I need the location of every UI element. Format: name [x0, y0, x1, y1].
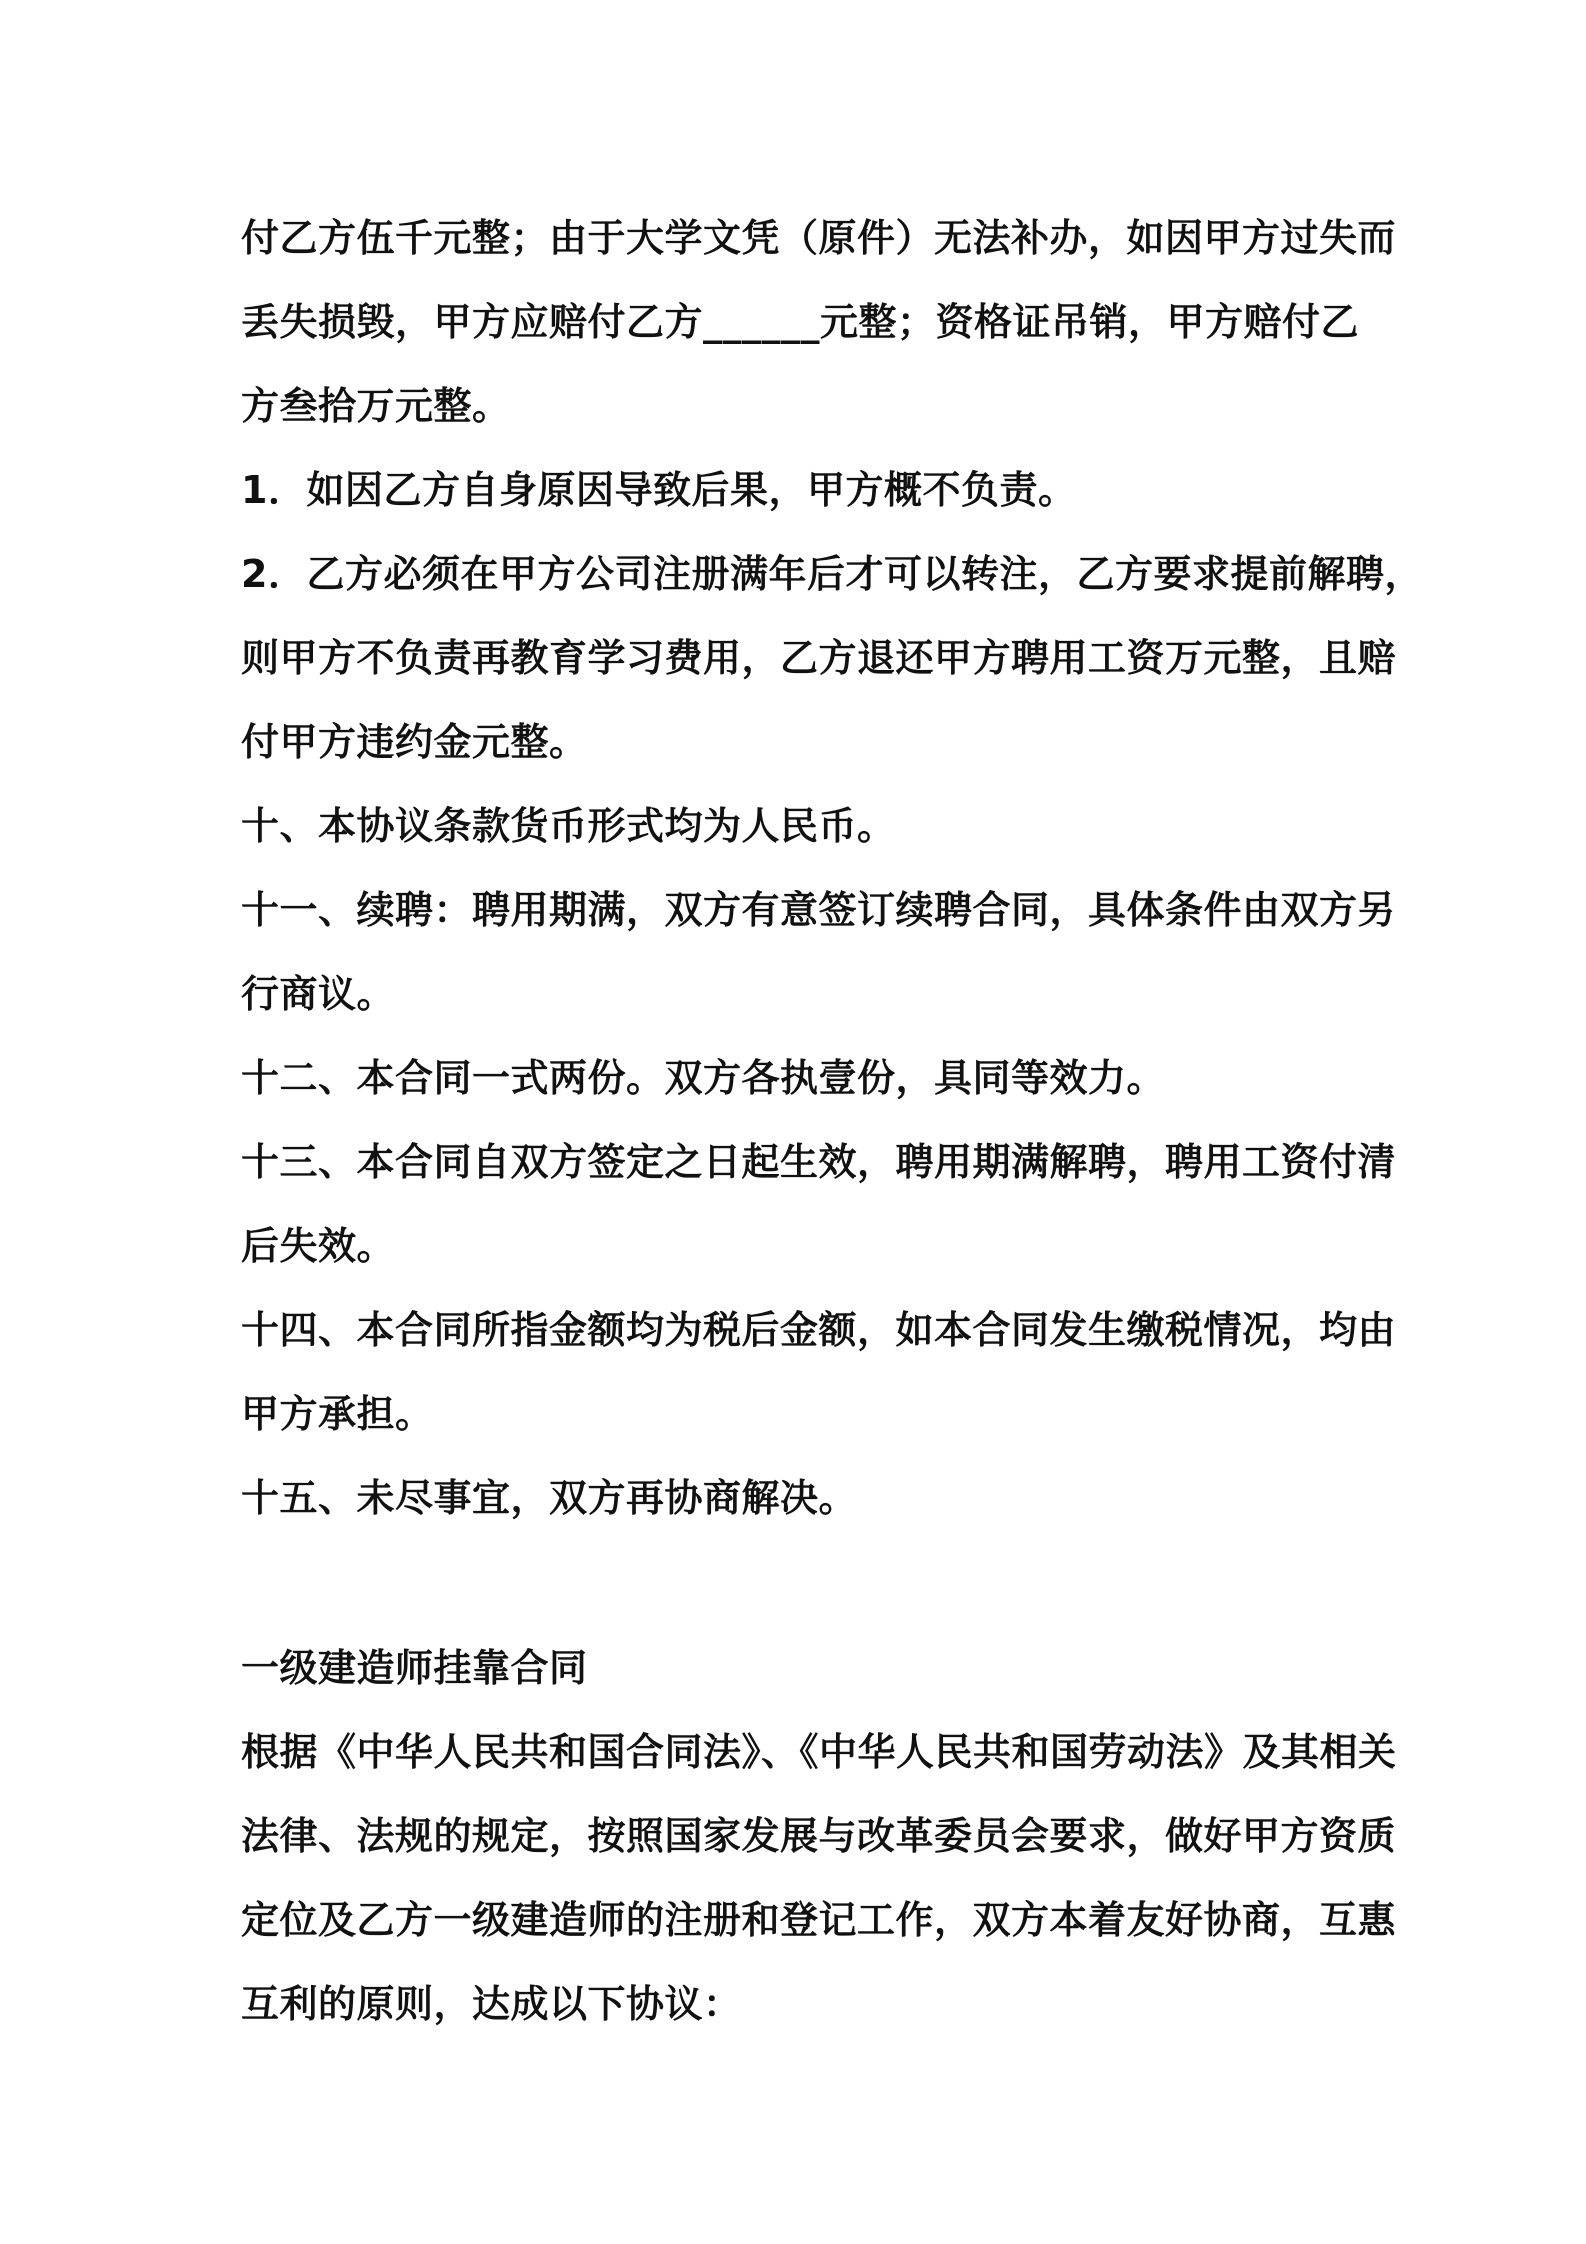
clause-2: 2．乙方必须在甲方公司注册满年后才可以转注，乙方要求提前解聘，	[241, 552, 1423, 596]
clause-1: 1．如因乙方自身原因导致后果，甲方概不负责。	[241, 468, 1077, 512]
preamble-line: 根据《中华人民共和国合同法》、《中华人民共和国劳动法》及其相关	[241, 1730, 1397, 1774]
text-line: 则甲方不负责再教育学习费用，乙方退还甲方聘用工资万元整，且赔	[241, 636, 1397, 680]
clause-13: 十三、本合同自双方签定之日起生效，聘用期满解聘，聘用工资付清	[241, 1140, 1397, 1184]
section-spacer	[241, 1540, 1361, 1626]
clause-15: 十五、未尽事宜，双方再协商解决。	[241, 1476, 858, 1520]
clause-10: 十、本协议条款货币形式均为人民币。	[241, 804, 896, 848]
section-title: 一级建造师挂靠合同	[241, 1646, 588, 1690]
preamble-line: 互利的原则，达成以下协议：	[241, 1982, 742, 2026]
text-line: 后失效。	[241, 1224, 396, 1268]
text-line: 付乙方伍千元整；由于大学文凭（原件）无法补办，如因甲方过失而	[241, 216, 1397, 260]
clause-14: 十四、本合同所指金额均为税后金额，如本合同发生缴税情况，均由	[241, 1308, 1397, 1352]
contract-text	[241, 196, 1423, 2046]
text-line: 甲方承担。	[241, 1392, 434, 1436]
text-line: 方叁拾万元整。	[241, 384, 511, 428]
clause-12: 十二、本合同一式两份。双方各执壹份，具同等效力。	[241, 1056, 1166, 1100]
preamble-line: 法律、法规的规定，按照国家发展与改革委员会要求，做好甲方资质	[241, 1814, 1397, 1858]
text-line: 付甲方违约金元整。	[241, 720, 588, 764]
text-line: 行商议。	[241, 972, 396, 1016]
text-line: 丢失损毁，甲方应赔付乙方______元整；资格证吊销，甲方赔付乙	[241, 300, 1360, 344]
clause-11: 十一、续聘：聘用期满，双方有意签订续聘合同，具体条件由双方另	[241, 888, 1397, 932]
preamble-line: 定位及乙方一级建造师的注册和登记工作，双方本着友好协商，互惠	[241, 1898, 1397, 1942]
